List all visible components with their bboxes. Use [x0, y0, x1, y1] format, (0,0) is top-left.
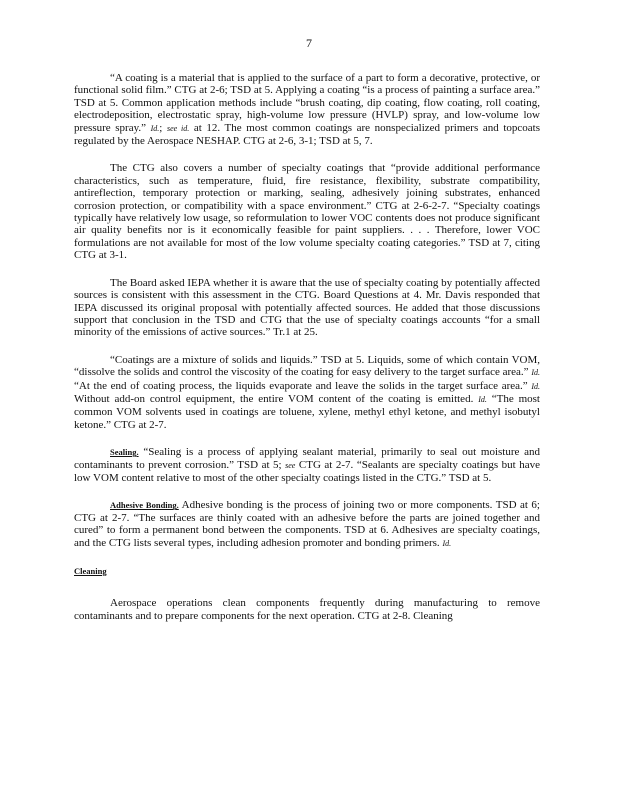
page-number: 7 — [306, 36, 312, 50]
citation: Id. — [442, 538, 452, 548]
text-run: ; — [159, 121, 167, 134]
run-in-heading-adhesive-bonding: Adhesive Bonding. — [110, 500, 179, 511]
text-run: at 12. The most common coatings are nonspecialized primers and topcoats regulated by the Aerospace NESHAP. CTG at 2-6, 3-1; TSD at 5, 7. — [74, 121, 540, 148]
text-run: “At the end of coating process, the liquids evaporate and leave the solids in the target surface area.” — [74, 379, 532, 392]
body-text — [74, 72, 540, 637]
paragraph-adhesive-bonding — [74, 499, 540, 550]
run-in-heading-sealing: Sealing. — [110, 447, 139, 458]
citation: Id. — [531, 368, 540, 378]
section-heading-cleaning: Cleaning — [74, 566, 107, 576]
text-run: Adhesive bonding is the process of joining two or more components. TSD at 6; CTG at 2-7. “The surfaces are thinly coated with an adhesive before the parts are joined together and cured” to form a permanent bond between the components. TSD at 6. Adhesives are specialty coatings, and the CTG lists several types, including adhesion promoter and bonding primers. — [74, 499, 540, 549]
paragraph-sealing — [74, 446, 540, 484]
citation: Id. — [150, 123, 160, 133]
text-run: “The most common VOM solvents used in coatings are toluene, xylene, methyl ethyl ketone, and methyl isobutyl ketone.” CTG at 2-7. — [74, 392, 540, 431]
text-run: Without add-on control equipment, the entire VOM content of the coating is emitted. — [74, 392, 479, 405]
paragraph-cleaning: Aerospace operations clean components frequently during manufacturing to remove contaminants and to prepare components for the next operation. CTG at 2-8. Cleaning — [74, 597, 540, 622]
citation: Id. — [531, 381, 540, 391]
text-run: “A coating is a material that is applied to the surface of a part to form a decorative, protective, or functional solid film.” CTG at 2-6; TSD at 5. Applying a coating “is a process of painting a surface area.” TSD at 5. Common application methods include “brush coating, dip coating, flow coating, roll coating, electrodeposition, electrostatic spray, high-volume low pressure (HVLP) spray, and low-volume low pressure spray.” — [74, 72, 540, 134]
citation: Id. — [478, 394, 487, 404]
paragraph-coating-definition — [74, 72, 540, 147]
paragraph-specialty-coatings: The CTG also covers a number of specialty coatings that “provide additional performance characteristics, such as temperature, fluid, fire resistance, flexibility, substrate compatibility, antireflection, temporary protection or marking, sealing, adhesively joining substrates, enhanced corrosion protection, or compatibility with a space environment.” CTG at 2-6-2-7. “Specialty coatings typically have relatively low usage, so reformulation to lower VOC contents does not produce significant air quality benefits nor is it economically feasible for paint suppliers. . . . Therefore, lower VOC formulations are not available for most of the low volume specialty coating categories.” TSD at 7, citing CTG at 3-1. — [74, 162, 540, 262]
citation: see — [285, 460, 296, 470]
paragraph-coating-mixture — [74, 354, 540, 431]
citation: see id. — [166, 123, 190, 133]
text-run: CTG at 2-7. “Sealants are specialty coatings but have low VOM content relative to most of the other specialty coatings listed in the CTG.” TSD at 5. — [74, 458, 540, 484]
paragraph-board-question: The Board asked IEPA whether it is aware that the use of specialty coating by potentially affected sources is consistent with this assessment in the CTG. Board Questions at 4. Mr. Davis responded that IEPA discussed its original proposal with potentially affected sources. He added that those discussions support that conclusion in the TSD and CTG that the use of specialty coatings accounts “for a small minority of the emissions of active sources.” Tr.1 at 25. — [74, 276, 540, 339]
text-run: “Sealing is a process of applying sealant material, primarily to seal out moisture and contaminants to prevent corrosion.” TSD at 5; — [74, 446, 540, 471]
text-run: “Coatings are a mixture of solids and liquids.” TSD at 5. Liquids, some of which contain VOM, “dissolve the solids and control the viscosity of the coating for easy delivery to the target surface area.” — [74, 353, 540, 379]
